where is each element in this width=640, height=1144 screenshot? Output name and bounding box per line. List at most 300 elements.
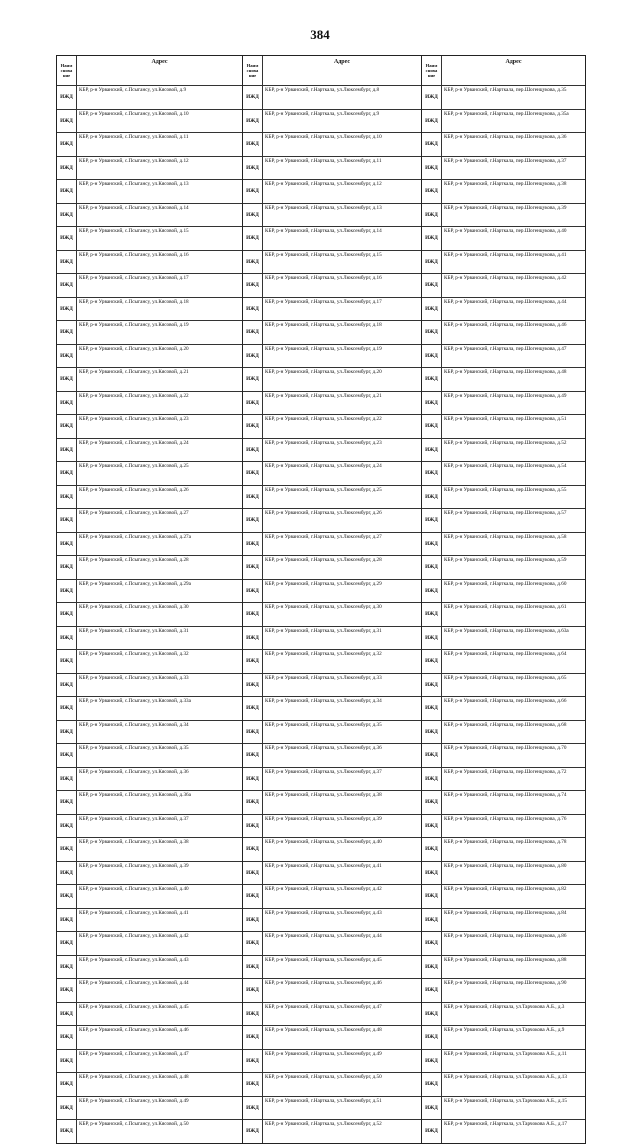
building-type-cell: ИЖД: [57, 791, 77, 814]
table-row: [422, 392, 585, 416]
address-cell: КБР, р-н Урванский, с.Псыгансу, ул.Кясовой, д.18: [79, 298, 189, 305]
building-type-cell: ИЖД: [57, 1073, 77, 1096]
address-cell: КБР, р-н Урванский, г.Нарткала, пер.Шогенцукова, д.37: [444, 157, 567, 164]
address-registry-table: [56, 55, 585, 1144]
address-cell: КБР, р-н Урванский, г.Нарткала, ул.Люксембург, д.20: [265, 369, 382, 375]
building-type-cell: ИЖД: [422, 533, 442, 556]
table-row: [57, 533, 242, 557]
address-cell: КБР, р-н Урванский, с.Псыгансу, ул.Кясовой, д.27: [79, 510, 189, 516]
address-cell: КБР, р-н Урванский, г.Нарткала, пер.Шогенцукова, д.35а: [444, 110, 569, 117]
address-cell: КБР, р-н Урванский, г.Нарткала, пер.Шогенцукова, д.58: [444, 533, 567, 540]
building-type-cell: ИЖД: [422, 274, 442, 297]
table-row: [57, 627, 242, 651]
table-row: [57, 791, 242, 815]
building-type-cell: ИЖД: [243, 110, 263, 133]
table-row: [57, 909, 242, 933]
building-type-cell: ИЖД: [422, 415, 442, 438]
building-type-cell: ИЖД: [243, 603, 263, 626]
address-cell: КБР, р-н Урванский, г.Нарткала, ул.Люксембург, д.48: [265, 1027, 382, 1033]
address-cell: КБР, р-н Урванский, г.Нарткала, ул.Люксембург, д.24: [265, 463, 382, 469]
address-cell: КБР, р-н Урванский, г.Нарткала, ул.Люксембург, д.17: [265, 298, 382, 305]
address-cell: КБР, р-н Урванский, г.Нарткала, пер.Шогенцукова, д.90: [444, 980, 567, 986]
address-cell: КБР, р-н Урванский, г.Нарткала, ул.Люксембург, д.21: [265, 392, 382, 399]
table-row: [243, 862, 421, 886]
building-type-cell: ИЖД: [243, 415, 263, 438]
table-row: [243, 580, 421, 604]
building-type-cell: ИЖД: [422, 627, 442, 650]
building-type-cell: ИЖД: [422, 509, 442, 532]
address-cell: КБР, р-н Урванский, с.Псыгансу, ул.Кясовой, д.9: [79, 87, 187, 93]
building-type-cell: ИЖД: [57, 486, 77, 509]
building-type-cell: ИЖД: [243, 227, 263, 250]
building-type-cell: ИЖД: [57, 580, 77, 603]
address-cell: КБР, р-н Урванский, г.Нарткала, пер.Шогенцукова, д.86: [444, 933, 567, 939]
building-type-cell: ИЖД: [243, 697, 263, 720]
address-cell: КБР, р-н Урванский, г.Нарткала, пер.Шогенцукова, д.68: [444, 721, 567, 728]
table-row: [243, 721, 421, 745]
address-cell: КБР, р-н Урванский, с.Псыгансу, ул.Кясовой, д.39: [79, 862, 189, 869]
table-row: [57, 486, 242, 510]
address-cell: КБР, р-н Урванский, г.Нарткала, пер.Шогенцукова, д.48: [444, 369, 567, 375]
header-type-cell: Наим снова ние: [57, 56, 77, 85]
table-row: [422, 204, 585, 228]
building-type-cell: ИЖД: [243, 580, 263, 603]
page-number: 384: [310, 27, 330, 42]
table-row: [243, 744, 421, 768]
table-row: [422, 556, 585, 580]
address-cell: КБР, р-н Урванский, г.Нарткала, ул.Люксембург, д.43: [265, 909, 382, 916]
table-row: [243, 204, 421, 228]
header-address-cell: Адрес: [333, 59, 351, 65]
building-type-cell: ИЖД: [243, 180, 263, 203]
building-type-cell: ИЖД: [243, 251, 263, 274]
building-type-cell: ИЖД: [57, 110, 77, 133]
address-cell: КБР, р-н Урванский, г.Нарткала, ул.Люксембург, д.15: [265, 251, 382, 258]
address-cell: КБР, р-н Урванский, с.Псыгансу, ул.Кясовой, д.16: [79, 251, 189, 258]
address-cell: КБР, р-н Урванский, г.Нарткала, ул.Люксембург, д.35: [265, 721, 382, 728]
building-type-cell: ИЖД: [57, 86, 77, 109]
building-type-cell: ИЖД: [422, 462, 442, 485]
table-row: [57, 368, 242, 392]
header-address-cell: Адрес: [505, 59, 522, 65]
address-cell: КБР, р-н Урванский, г.Нарткала, ул.Люксембург, д.9: [265, 110, 380, 117]
table-row: [243, 979, 421, 1003]
address-cell: КБР, р-н Урванский, г.Нарткала, ул.Люксембург, д.37: [265, 768, 382, 775]
building-type-cell: ИЖД: [57, 133, 77, 156]
address-cell: КБР, р-н Урванский, с.Псыгансу, ул.Кясовой, д.33: [79, 674, 189, 681]
address-cell: КБР, р-н Урванский, г.Нарткала, ул.Тарчокова А.Б., д.13: [444, 1074, 567, 1080]
building-type-cell: ИЖД: [243, 791, 263, 814]
table-row: [57, 768, 242, 792]
building-type-cell: ИЖД: [57, 603, 77, 626]
table-row: [422, 251, 585, 275]
table-row: [422, 180, 585, 204]
table-row: [57, 697, 242, 721]
table-row: [243, 274, 421, 298]
table-row: [243, 133, 421, 157]
address-cell: КБР, р-н Урванский, с.Псыгансу, ул.Кясовой, д.31: [79, 627, 189, 634]
address-cell: КБР, р-н Урванский, г.Нарткала, ул.Люксембург, д.27: [265, 533, 382, 540]
address-cell: КБР, р-н Урванский, г.Нарткала, пер.Шогенцукова, д.76: [444, 815, 567, 822]
building-type-cell: ИЖД: [243, 368, 263, 391]
building-type-cell: ИЖД: [243, 157, 263, 180]
table-row: [243, 462, 421, 486]
table-row: [57, 1050, 242, 1074]
building-type-cell: ИЖД: [57, 885, 77, 908]
address-cell: КБР, р-н Урванский, г.Нарткала, ул.Тарчокова А.Б., д.17: [444, 1121, 567, 1127]
address-cell: КБР, р-н Урванский, г.Нарткала, пер.Шогенцукова, д.63а: [444, 627, 569, 634]
building-type-cell: ИЖД: [243, 133, 263, 156]
building-type-cell: ИЖД: [422, 1120, 442, 1143]
building-type-cell: ИЖД: [57, 345, 77, 368]
address-cell: КБР, р-н Урванский, г.Нарткала, ул.Люксембург, д.46: [265, 980, 382, 986]
building-type-cell: ИЖД: [243, 650, 263, 673]
address-cell: КБР, р-н Урванский, г.Нарткала, ул.Люксембург, д.22: [265, 416, 382, 422]
table-row: [57, 345, 242, 369]
address-cell: КБР, р-н Урванский, г.Нарткала, пер.Шогенцукова, д.84: [444, 909, 567, 916]
address-cell: КБР, р-н Урванский, с.Псыгансу, ул.Кясовой, д.44: [79, 980, 189, 986]
building-type-cell: ИЖД: [422, 439, 442, 462]
table-row: [422, 862, 585, 886]
address-cell: КБР, р-н Урванский, г.Нарткала, ул.Люксембург, д.26: [265, 510, 382, 516]
table-row: [422, 697, 585, 721]
address-cell: КБР, р-н Урванский, г.Нарткала, ул.Люксембург, д.29: [265, 580, 382, 587]
address-cell: КБР, р-н Урванский, с.Псыгансу, ул.Кясовой, д.47: [79, 1050, 189, 1057]
table-row: [243, 298, 421, 322]
address-cell: КБР, р-н Урванский, г.Нарткала, ул.Люксембург, д.36: [265, 745, 382, 751]
building-type-cell: ИЖД: [422, 768, 442, 791]
address-cell: КБР, р-н Урванский, г.Нарткала, ул.Люксембург, д.13: [265, 204, 382, 211]
table-row: [57, 298, 242, 322]
address-cell: КБР, р-н Урванский, г.Нарткала, ул.Люксембург, д.30: [265, 604, 382, 610]
building-type-cell: ИЖД: [422, 157, 442, 180]
address-cell: КБР, р-н Урванский, с.Псыгансу, ул.Кясовой, д.24: [79, 439, 189, 446]
address-cell: КБР, р-н Урванский, г.Нарткала, ул.Люксембург, д.10: [265, 134, 382, 140]
table-row: [57, 1003, 242, 1027]
table-row: [57, 462, 242, 486]
address-cell: КБР, р-н Урванский, с.Псыгансу, ул.Кясовой, д.35: [79, 745, 189, 751]
address-cell: КБР, р-н Урванский, с.Псыгансу, ул.Кясовой, д.11: [79, 134, 189, 140]
table-row: [243, 1003, 421, 1027]
building-type-cell: ИЖД: [243, 486, 263, 509]
table-row: [422, 815, 585, 839]
building-type-cell: ИЖД: [57, 1050, 77, 1073]
building-type-cell: ИЖД: [57, 368, 77, 391]
building-type-cell: ИЖД: [243, 909, 263, 932]
address-cell: КБР, р-н Урванский, г.Нарткала, ул.Тарчокова А.Б., д.3: [444, 1003, 565, 1010]
table-row: [422, 1097, 585, 1121]
address-cell: КБР, р-н Урванский, с.Псыгансу, ул.Кясовой, д.45: [79, 1003, 189, 1010]
address-cell: КБР, р-н Урванский, г.Нарткала, пер.Шогенцукова, д.51: [444, 416, 567, 422]
building-type-cell: ИЖД: [422, 650, 442, 673]
address-cell: КБР, р-н Урванский, г.Нарткала, ул.Тарчокова А.Б., д.9: [444, 1027, 565, 1033]
table-row: [422, 956, 585, 980]
building-type-cell: ИЖД: [243, 721, 263, 744]
table-row: [57, 509, 242, 533]
address-cell: КБР, р-н Урванский, с.Псыгансу, ул.Кясовой, д.10: [79, 110, 189, 117]
building-type-cell: ИЖД: [422, 909, 442, 932]
table-row: [57, 674, 242, 698]
address-cell: КБР, р-н Урванский, с.Псыгансу, ул.Кясовой, д.29а: [79, 580, 191, 587]
table-row: [243, 392, 421, 416]
building-type-cell: ИЖД: [243, 533, 263, 556]
address-cell: КБР, р-н Урванский, г.Нарткала, пер.Шогенцукова, д.42: [444, 275, 567, 281]
building-type-cell: ИЖД: [422, 133, 442, 156]
address-cell: КБР, р-н Урванский, г.Нарткала, ул.Люксембург, д.32: [265, 651, 382, 657]
building-type-cell: ИЖД: [422, 956, 442, 979]
address-cell: КБР, р-н Урванский, г.Нарткала, ул.Люксембург, д.12: [265, 181, 382, 187]
address-cell: КБР, р-н Урванский, г.Нарткала, пер.Шогенцукова, д.54: [444, 463, 567, 469]
table-row: [243, 321, 421, 345]
building-type-cell: ИЖД: [243, 1097, 263, 1120]
building-type-cell: ИЖД: [57, 815, 77, 838]
address-cell: КБР, р-н Урванский, с.Псыгансу, ул.Кясовой, д.19: [79, 322, 189, 328]
table-row: [422, 486, 585, 510]
address-cell: КБР, р-н Урванский, с.Псыгансу, ул.Кясовой, д.15: [79, 228, 189, 234]
address-cell: КБР, р-н Урванский, г.Нарткала, пер.Шогенцукова, д.88: [444, 956, 567, 963]
address-cell: КБР, р-н Урванский, г.Нарткала, пер.Шогенцукова, д.72: [444, 768, 567, 775]
building-type-cell: ИЖД: [422, 486, 442, 509]
building-type-cell: ИЖД: [422, 603, 442, 626]
building-type-cell: ИЖД: [422, 815, 442, 838]
building-type-cell: ИЖД: [422, 392, 442, 415]
building-type-cell: ИЖД: [243, 345, 263, 368]
building-type-cell: ИЖД: [57, 909, 77, 932]
table-row: [243, 956, 421, 980]
building-type-cell: ИЖД: [57, 1003, 77, 1026]
building-type-cell: ИЖД: [422, 227, 442, 250]
header-address-cell: Адрес: [151, 59, 168, 65]
table-row: [422, 298, 585, 322]
address-cell: КБР, р-н Урванский, г.Нарткала, ул.Тарчокова А.Б., д.11: [444, 1050, 567, 1057]
table-row: [243, 1073, 421, 1097]
address-cell: КБР, р-н Урванский, г.Нарткала, пер.Шогенцукова, д.57: [444, 510, 567, 516]
table-row: [57, 744, 242, 768]
address-cell: КБР, р-н Урванский, с.Псыгансу, ул.Кясовой, д.40: [79, 886, 189, 892]
address-cell: КБР, р-н Урванский, с.Псыгансу, ул.Кясовой, д.17: [79, 275, 189, 281]
building-type-cell: ИЖД: [57, 180, 77, 203]
building-type-cell: ИЖД: [422, 885, 442, 908]
building-type-cell: ИЖД: [422, 791, 442, 814]
table-row: [57, 86, 242, 110]
building-type-cell: ИЖД: [422, 345, 442, 368]
table-row: [422, 321, 585, 345]
table-row: [422, 744, 585, 768]
address-cell: КБР, р-н Урванский, с.Псыгансу, ул.Кясовой, д.50: [79, 1121, 189, 1127]
address-cell: КБР, р-н Урванский, г.Нарткала, ул.Люксембург, д.34: [265, 698, 382, 704]
building-type-cell: ИЖД: [243, 86, 263, 109]
building-type-cell: ИЖД: [57, 556, 77, 579]
address-cell: КБР, р-н Урванский, с.Псыгансу, ул.Кясовой, д.43: [79, 956, 189, 963]
building-type-cell: ИЖД: [422, 1003, 442, 1026]
building-type-cell: ИЖД: [243, 1120, 263, 1143]
table-row: [243, 509, 421, 533]
table-row: [422, 227, 585, 251]
address-cell: КБР, р-н Урванский, г.Нарткала, пер.Шогенцукова, д.46: [444, 322, 567, 328]
address-cell: КБР, р-н Урванский, г.Нарткала, пер.Шогенцукова, д.39: [444, 204, 567, 211]
building-type-cell: ИЖД: [422, 368, 442, 391]
table-row: [243, 1097, 421, 1121]
building-type-cell: ИЖД: [422, 298, 442, 321]
table-row: [422, 674, 585, 698]
address-cell: КБР, р-н Урванский, г.Нарткала, пер.Шогенцукова, д.60: [444, 580, 567, 587]
address-cell: КБР, р-н Урванский, с.Псыгансу, ул.Кясовой, д.20: [79, 345, 189, 352]
address-cell: КБР, р-н Урванский, г.Нарткала, ул.Люксембург, д.41: [265, 862, 382, 869]
building-type-cell: ИЖД: [422, 932, 442, 955]
table-row: [57, 721, 242, 745]
address-cell: КБР, р-н Урванский, г.Нарткала, ул.Люксембург, д.16: [265, 275, 382, 281]
address-cell: КБР, р-н Урванский, г.Нарткала, пер.Шогенцукова, д.36: [444, 134, 567, 140]
address-cell: КБР, р-н Урванский, с.Псыгансу, ул.Кясовой, д.22: [79, 392, 189, 399]
table-row: [57, 650, 242, 674]
table-row: [422, 86, 585, 110]
address-cell: КБР, р-н Урванский, с.Псыгансу, ул.Кясовой, д.30: [79, 604, 189, 610]
table-row: [243, 180, 421, 204]
building-type-cell: ИЖД: [57, 697, 77, 720]
address-cell: КБР, р-н Урванский, г.Нарткала, пер.Шогенцукова, д.82: [444, 886, 567, 892]
address-cell: КБР, р-н Урванский, г.Нарткала, пер.Шогенцукова, д.59: [444, 557, 567, 563]
table-row: [422, 1003, 585, 1027]
table-row: [57, 274, 242, 298]
table-row: [243, 603, 421, 627]
registry-column-3: [421, 55, 586, 1144]
table-row: [243, 415, 421, 439]
table-row: [57, 157, 242, 181]
table-row: [57, 956, 242, 980]
building-type-cell: ИЖД: [57, 415, 77, 438]
address-cell: КБР, р-н Урванский, г.Нарткала, пер.Шогенцукова, д.66: [444, 698, 567, 704]
table-row: [422, 791, 585, 815]
building-type-cell: ИЖД: [422, 110, 442, 133]
address-cell: КБР, р-н Урванский, г.Нарткала, пер.Шогенцукова, д.44: [444, 298, 567, 305]
building-type-cell: ИЖД: [57, 298, 77, 321]
table-row: [422, 157, 585, 181]
address-cell: КБР, р-н Урванский, г.Нарткала, пер.Шогенцукова, д.74: [444, 792, 567, 798]
address-cell: КБР, р-н Урванский, г.Нарткала, ул.Люксембург, д.42: [265, 886, 382, 892]
building-type-cell: ИЖД: [243, 439, 263, 462]
table-row: [422, 838, 585, 862]
address-cell: КБР, р-н Урванский, г.Нарткала, ул.Люксембург, д.23: [265, 439, 382, 446]
address-cell: КБР, р-н Урванский, г.Нарткала, ул.Люксембург, д.19: [265, 345, 382, 352]
table-row: [57, 1097, 242, 1121]
table-row: [57, 321, 242, 345]
building-type-cell: ИЖД: [422, 979, 442, 1002]
address-cell: КБР, р-н Урванский, г.Нарткала, ул.Люксембург, д.38: [265, 792, 382, 798]
table-row: [243, 674, 421, 698]
table-row: [57, 110, 242, 134]
building-type-cell: ИЖД: [422, 862, 442, 885]
table-row: [243, 439, 421, 463]
building-type-cell: ИЖД: [422, 838, 442, 861]
building-type-cell: ИЖД: [243, 392, 263, 415]
table-row: [243, 110, 421, 134]
building-type-cell: ИЖД: [57, 768, 77, 791]
building-type-cell: ИЖД: [243, 862, 263, 885]
table-row: [422, 439, 585, 463]
building-type-cell: ИЖД: [422, 674, 442, 697]
table-row: [422, 603, 585, 627]
table-row: [422, 650, 585, 674]
table-row: [243, 486, 421, 510]
building-type-cell: ИЖД: [243, 274, 263, 297]
address-cell: КБР, р-н Урванский, г.Нарткала, ул.Люксембург, д.40: [265, 839, 382, 845]
address-cell: КБР, р-н Урванский, г.Нарткала, ул.Люксембург, д.11: [265, 157, 382, 164]
table-row: [57, 251, 242, 275]
building-type-cell: ИЖД: [422, 580, 442, 603]
building-type-cell: ИЖД: [243, 932, 263, 955]
building-type-cell: ИЖД: [243, 509, 263, 532]
table-row: [243, 533, 421, 557]
table-row: [422, 368, 585, 392]
building-type-cell: ИЖД: [57, 204, 77, 227]
building-type-cell: ИЖД: [57, 439, 77, 462]
building-type-cell: ИЖД: [57, 674, 77, 697]
address-cell: КБР, р-н Урванский, г.Нарткала, пер.Шогенцукова, д.52: [444, 439, 567, 446]
address-cell: КБР, р-н Урванский, г.Нарткала, ул.Люксембург, д.25: [265, 486, 382, 493]
building-type-cell: ИЖД: [422, 180, 442, 203]
table-row: [57, 439, 242, 463]
building-type-cell: ИЖД: [57, 744, 77, 767]
address-cell: КБР, р-н Урванский, г.Нарткала, пер.Шогенцукова, д.64: [444, 651, 567, 657]
address-cell: КБР, р-н Урванский, с.Псыгансу, ул.Кясовой, д.33а: [79, 698, 191, 704]
table-row: [422, 1026, 585, 1050]
table-row: [243, 556, 421, 580]
address-cell: КБР, р-н Урванский, с.Псыгансу, ул.Кясовой, д.27а: [79, 533, 191, 540]
table-row: [243, 86, 421, 110]
address-cell: КБР, р-н Урванский, г.Нарткала, ул.Люксембург, д.49: [265, 1050, 382, 1057]
building-type-cell: ИЖД: [57, 392, 77, 415]
building-type-cell: ИЖД: [243, 1073, 263, 1096]
building-type-cell: ИЖД: [422, 1073, 442, 1096]
building-type-cell: ИЖД: [422, 697, 442, 720]
table-row: [422, 110, 585, 134]
building-type-cell: ИЖД: [57, 1097, 77, 1120]
table-row: [243, 650, 421, 674]
table-row: [57, 1073, 242, 1097]
header-type-cell: Наим снова ние: [422, 56, 442, 85]
address-cell: КБР, р-н Урванский, с.Псыгансу, ул.Кясовой, д.28: [79, 557, 189, 563]
address-cell: КБР, р-н Урванский, с.Псыгансу, ул.Кясовой, д.41: [79, 909, 189, 916]
building-type-cell: ИЖД: [243, 674, 263, 697]
table-row: [57, 415, 242, 439]
table-row: [57, 603, 242, 627]
building-type-cell: ИЖД: [243, 462, 263, 485]
building-type-cell: ИЖД: [243, 298, 263, 321]
table-row: [422, 462, 585, 486]
address-cell: КБР, р-н Урванский, с.Псыгансу, ул.Кясовой, д.34: [79, 721, 189, 728]
building-type-cell: ИЖД: [422, 1050, 442, 1073]
address-cell: КБР, р-н Урванский, г.Нарткала, ул.Люксембург, д.31: [265, 627, 382, 634]
table-row: [243, 932, 421, 956]
building-type-cell: ИЖД: [57, 1026, 77, 1049]
address-cell: КБР, р-н Урванский, с.Псыгансу, ул.Кясовой, д.46: [79, 1027, 189, 1033]
table-header-row: [57, 56, 242, 86]
address-cell: КБР, р-н Урванский, с.Псыгансу, ул.Кясовой, д.26: [79, 486, 189, 493]
table-row: [57, 815, 242, 839]
address-cell: КБР, р-н Урванский, с.Псыгансу, ул.Кясовой, д.38: [79, 839, 189, 845]
building-type-cell: ИЖД: [243, 1003, 263, 1026]
building-type-cell: ИЖД: [57, 462, 77, 485]
building-type-cell: ИЖД: [243, 1026, 263, 1049]
table-row: [243, 251, 421, 275]
address-cell: КБР, р-н Урванский, г.Нарткала, пер.Шогенцукова, д.78: [444, 839, 567, 845]
table-row: [422, 932, 585, 956]
table-row: [422, 627, 585, 651]
table-row: [243, 697, 421, 721]
address-cell: КБР, р-н Урванский, г.Нарткала, ул.Люксембург, д.28: [265, 557, 382, 563]
building-type-cell: ИЖД: [243, 956, 263, 979]
address-cell: КБР, р-н Урванский, г.Нарткала, ул.Люксембург, д.18: [265, 322, 382, 328]
